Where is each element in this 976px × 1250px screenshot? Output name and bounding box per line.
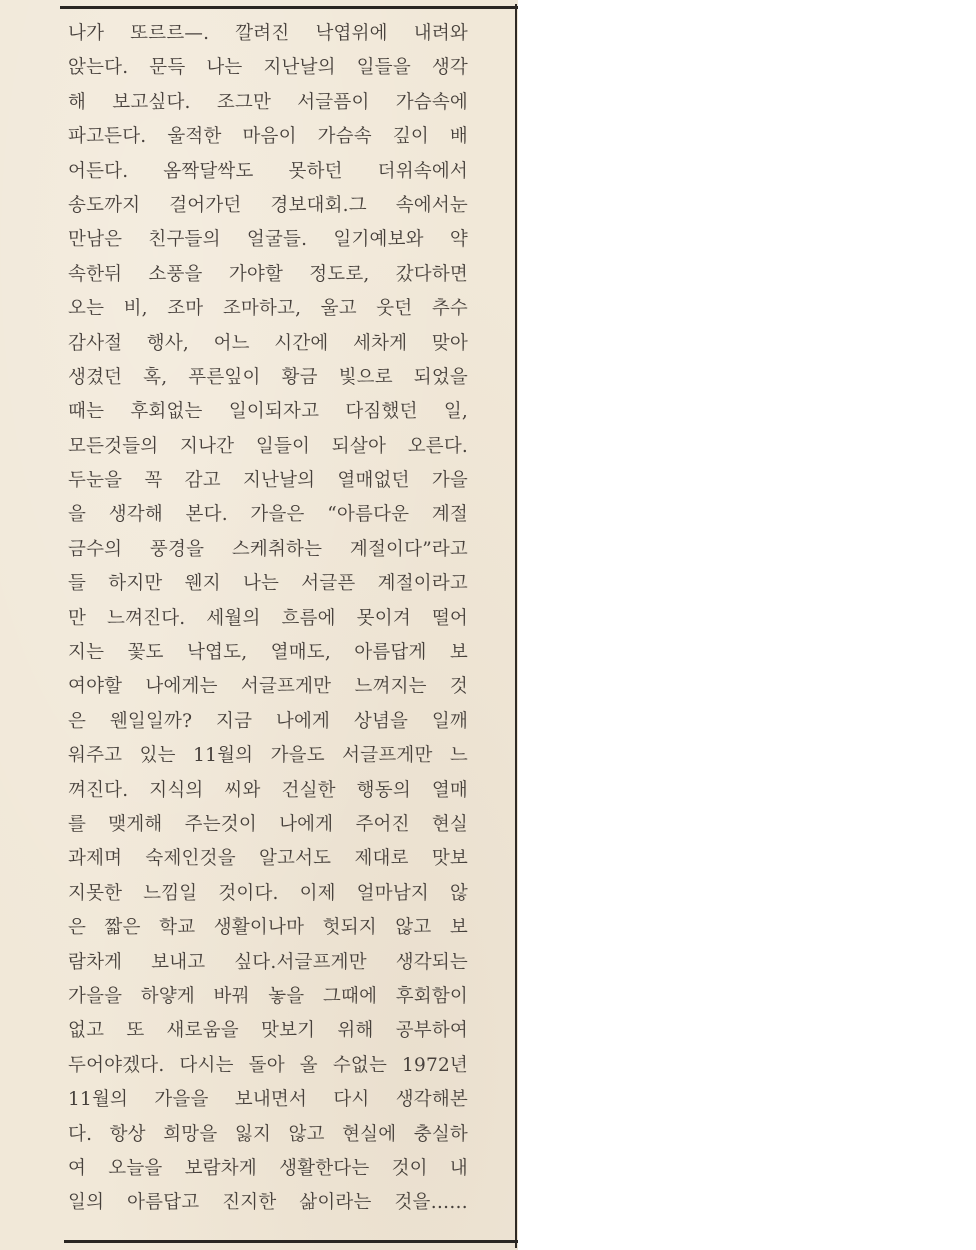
text-line: 지못한 느낌일 것이다. 이제 얼마남지 않 <box>68 882 468 904</box>
bottom-rule <box>64 1240 518 1243</box>
text-line: 해 보고싶다. 조그만 서글픔이 가슴속에 <box>68 91 468 113</box>
text-line: 앉는다. 문득 나는 지난날의 일들을 생각 <box>68 57 468 79</box>
text-line: 송도까지 걸어가던 경보대회.그 속에서눈 <box>68 194 468 216</box>
text-line: 어든다. 옴짝달싹도 못하던 더위속에서 <box>68 160 468 182</box>
text-line: 금수의 풍경을 스케취하는 계절이다”라고 <box>68 538 468 560</box>
text-line: 람차게 보내고 싶다.서글프게만 생각되는 <box>68 951 468 973</box>
text-line: 다. 항상 희망을 잃지 않고 현실에 충실하 <box>68 1123 468 1145</box>
column-rule <box>515 4 517 1248</box>
text-line: 생겼던 혹, 푸른잎이 황금 빛으로 되었을 <box>68 366 468 388</box>
text-line: 껴진다. 지식의 씨와 건실한 행동의 열매 <box>68 779 468 801</box>
text-line: 여 오늘을 보람차게 생활한다는 것이 내 <box>68 1157 468 1179</box>
text-line: 지는 꽃도 낙엽도, 열매도, 아름답게 보 <box>68 642 468 664</box>
text-line: 여야할 나에게는 서글프게만 느껴지는 것 <box>68 676 468 698</box>
top-rule <box>60 6 518 9</box>
text-line: 를 맺게해 주는것이 나에게 주어진 현실 <box>68 813 468 835</box>
text-line: 과제며 숙제인것을 알고서도 제대로 맛보 <box>68 848 468 870</box>
text-line: 은 웬일일까? 지금 나에게 상념을 일깨 <box>68 710 468 732</box>
text-line: 감사절 행사, 어느 시간에 세차게 맞아 <box>68 332 468 354</box>
text-line: 두어야겠다. 다시는 돌아 올 수없는 1972년 <box>68 1054 468 1076</box>
text-line: 만남은 친구들의 얼굴들. 일기예보와 약 <box>68 229 468 251</box>
text-line: 들 하지만 웬지 나는 서글픈 계절이라고 <box>68 573 468 595</box>
text-line: 파고든다. 울적한 마음이 가슴속 깊이 배 <box>68 126 468 148</box>
text-line: 때는 후회없는 일이되자고 다짐했던 일, <box>68 401 468 423</box>
text-line: 을 생각해 본다. 가을은 “아름다운 계절 <box>68 504 468 526</box>
text-line: 나가 또르르—. 깔려진 낙엽위에 내려와 <box>68 23 468 44</box>
text-line: 없고 또 새로움을 맛보기 위해 공부하여 <box>68 1020 468 1042</box>
text-line: 일의 아름답고 진지한 삶이라는 것을…… <box>68 1192 468 1214</box>
text-line: 11월의 가을을 보내면서 다시 생각해본 <box>68 1089 468 1111</box>
text-line: 워주고 있는 11월의 가을도 서글프게만 느 <box>68 745 468 767</box>
text-line: 오는 비, 조마 조마하고, 울고 웃던 추수 <box>68 298 468 320</box>
text-line: 은 짧은 학교 생활이나마 헛되지 않고 보 <box>68 917 468 939</box>
article-text <box>68 17 468 1221</box>
text-line: 속한뒤 소풍을 가야할 정도로, 갔다하면 <box>68 263 468 285</box>
text-line: 가을을 하얗게 바꿔 놓을 그때에 후회함이 <box>68 985 468 1007</box>
text-line: 만 느껴진다. 세월의 흐름에 못이겨 떨어 <box>68 607 468 629</box>
text-line: 모든것들의 지나간 일들이 되살아 오른다. <box>68 435 468 457</box>
text-line: 두눈을 꼭 감고 지난날의 열매없던 가을 <box>68 470 468 492</box>
